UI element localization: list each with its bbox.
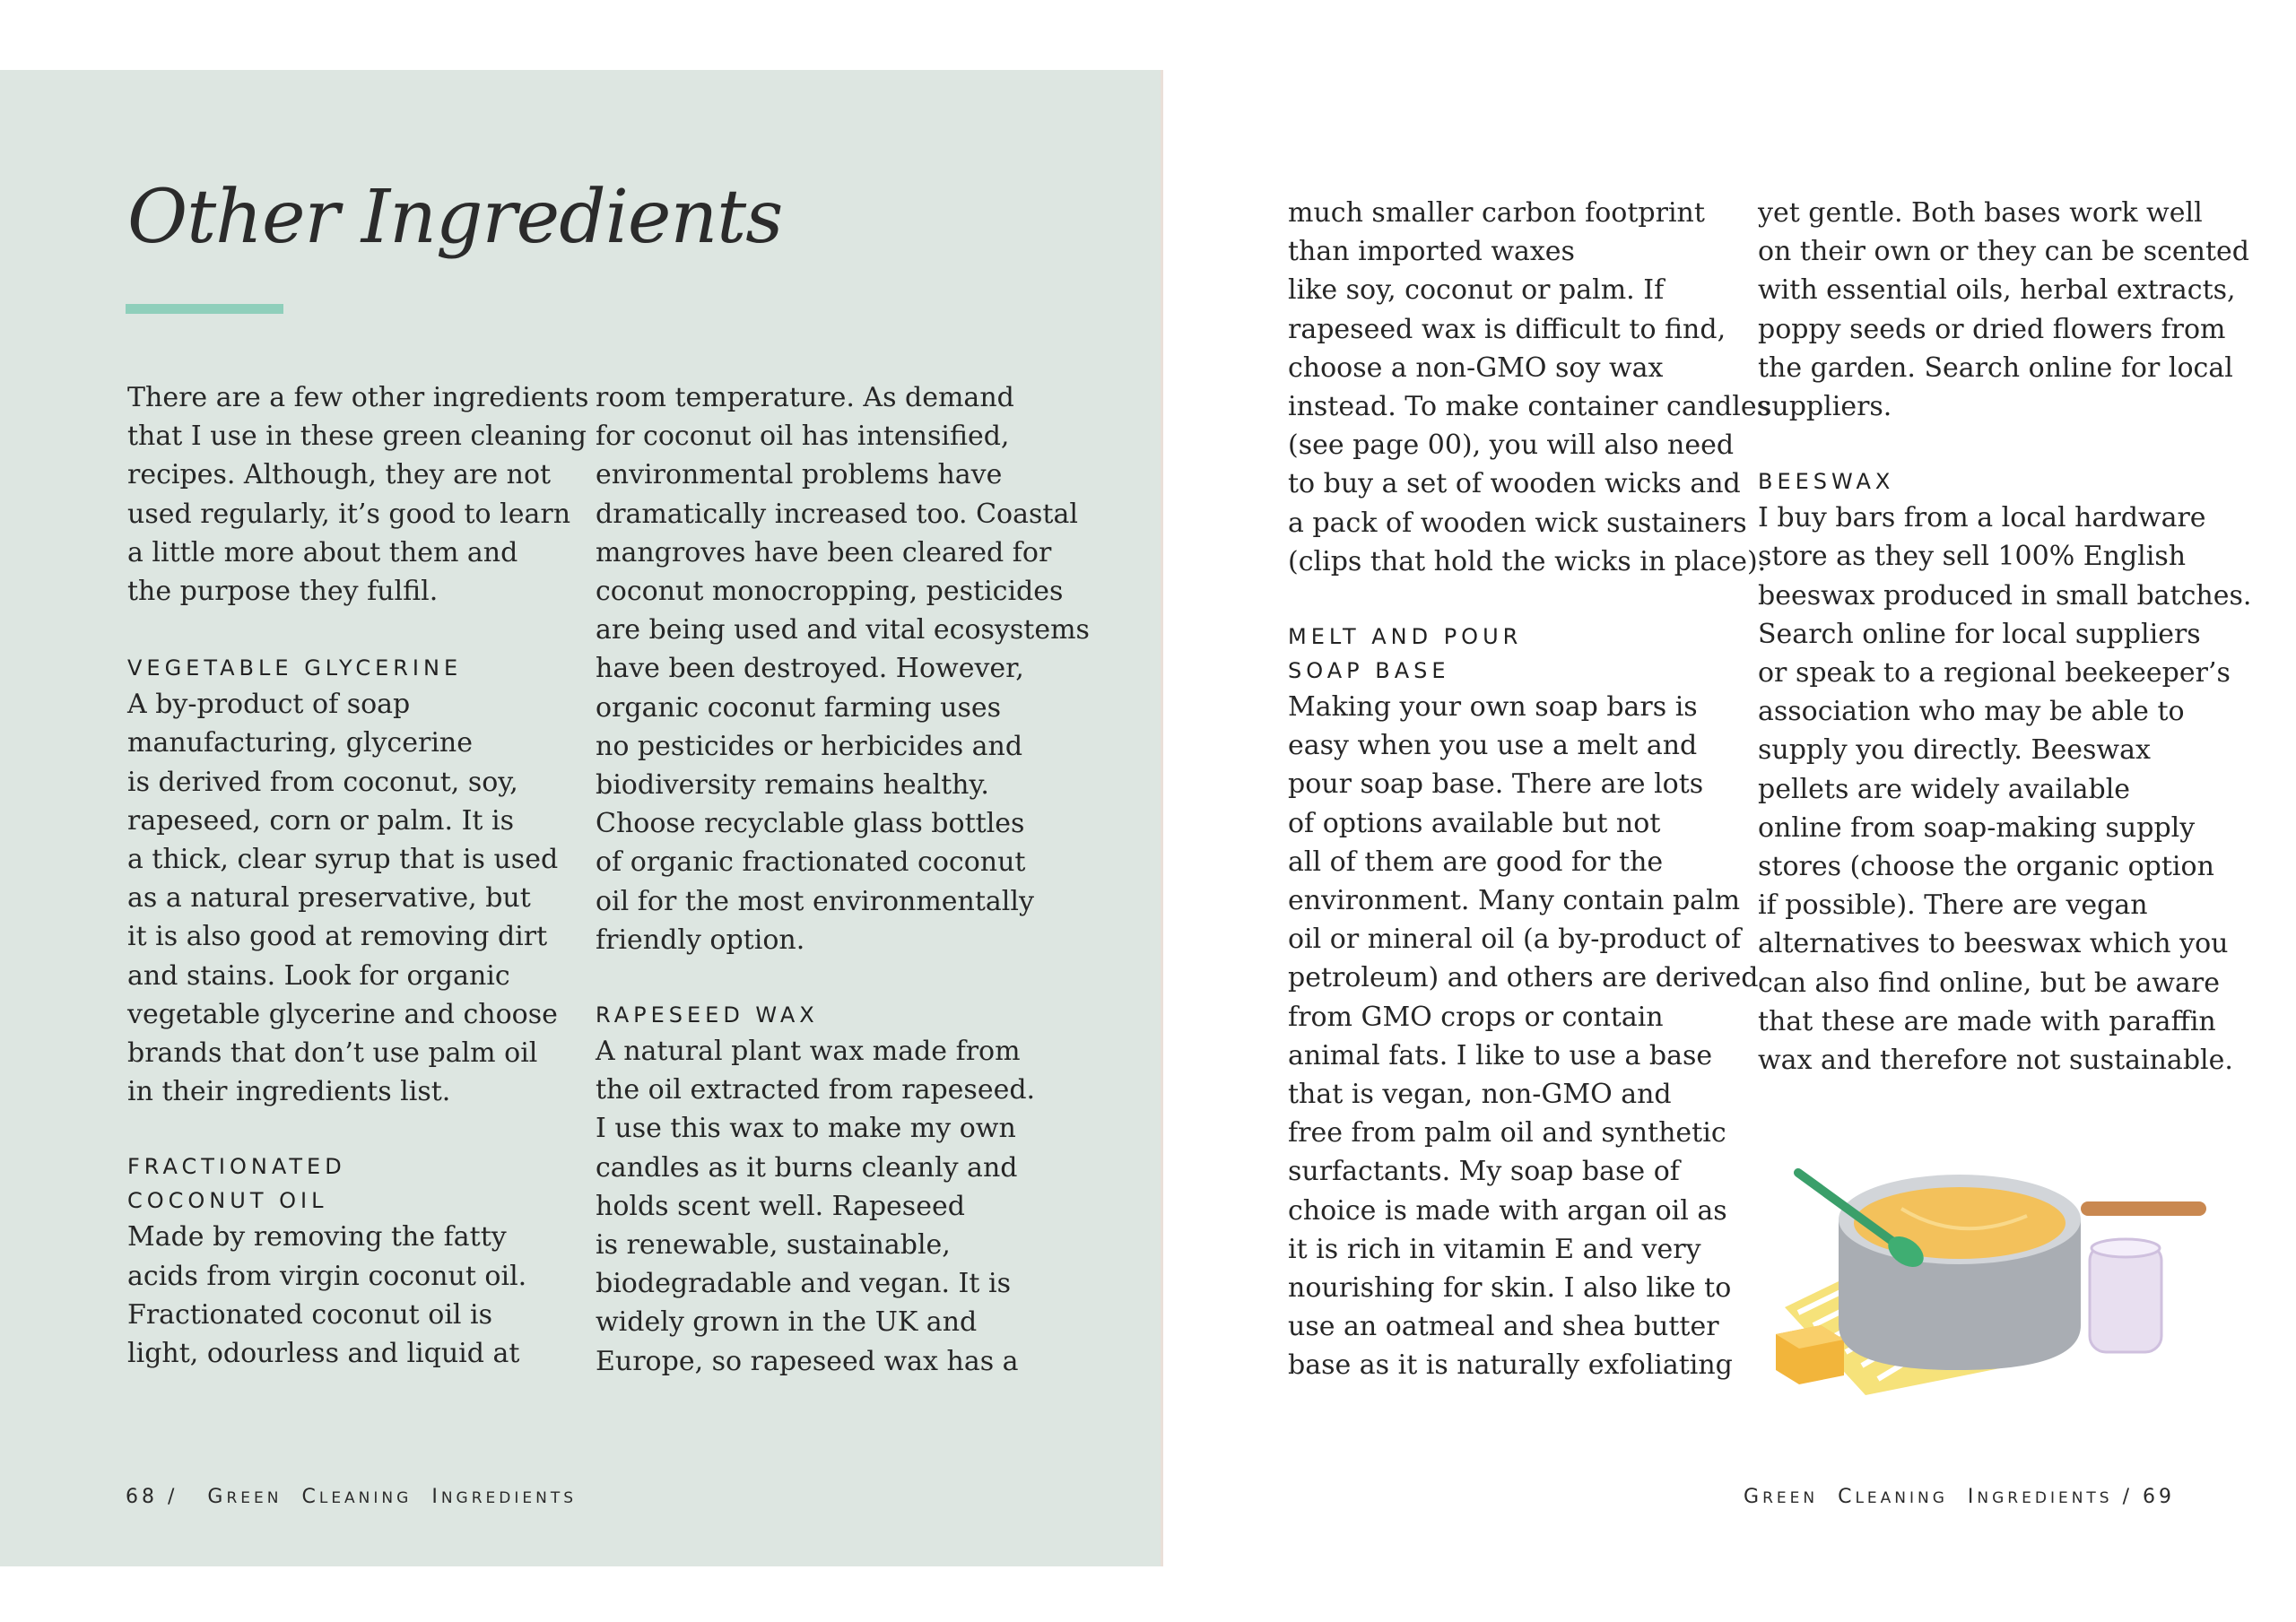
text-line: no pesticides or herbicides and <box>596 730 1023 762</box>
text-line: is renewable, sustainable, <box>596 1229 951 1262</box>
text-line: store as they sell 100% English <box>1758 541 2187 573</box>
text-line: choose a non-GMO soy wax <box>1288 351 1664 384</box>
text-line: petroleum) and others are derived <box>1288 962 1759 994</box>
text-line: Made by removing the fatty <box>127 1221 507 1253</box>
column-3 <box>1288 194 1770 1385</box>
text-line: are being used and vital ecosystems <box>596 614 1090 646</box>
soap-paragraph-continued <box>1758 194 2249 426</box>
text-line: (see page 00), you will also need <box>1288 429 1735 462</box>
beeswax-heading: BEESWAX <box>1758 469 1895 495</box>
text-line: Europe, so rapeseed wax has a <box>596 1345 1019 1377</box>
coconut-paragraph <box>127 1218 594 1373</box>
text-line: online from soap-making supply <box>1758 811 2196 844</box>
text-line: the oil extracted from rapeseed. <box>596 1074 1036 1106</box>
book-spine <box>1161 70 1163 1566</box>
text-line: association who may be able to <box>1758 696 2185 728</box>
text-line: have been destroyed. However, <box>596 653 1024 685</box>
text-line: a thick, clear syrup that is used <box>127 844 559 876</box>
text-line: recipes. Although, they are not <box>127 459 552 491</box>
text-line: brands that don’t use palm oil <box>127 1037 538 1070</box>
rapeseed-heading: RAPESEED WAX <box>596 1002 819 1028</box>
text-line: candles as it burns cleanly and <box>596 1151 1018 1184</box>
text-line: A by-product of soap <box>127 689 411 721</box>
text-line: pour soap base. There are lots <box>1288 768 1704 801</box>
text-line: nourishing for skin. I also like to <box>1288 1272 1732 1305</box>
text-line: animal fats. I like to use a base <box>1288 1039 1713 1071</box>
text-line: used regularly, it’s good to learn <box>127 498 571 530</box>
text-line: or speak to a regional beekeeper’s <box>1758 657 2231 690</box>
text-line: the garden. Search online for local <box>1758 351 2233 384</box>
page-title: Other Ingredients <box>127 175 783 260</box>
text-line: environment. Many contain palm <box>1288 885 1741 917</box>
glycerine-heading: VEGETABLE GLYCERINE <box>127 655 463 681</box>
text-line: Choose recyclable glass bottles <box>596 808 1025 840</box>
text-line: I use this wax to make my own <box>596 1113 1016 1145</box>
text-line: to buy a set of wooden wicks and <box>1288 468 1741 500</box>
text-line: pellets are widely available <box>1758 773 2131 805</box>
text-line: base as it is naturally exfoliating <box>1288 1349 1733 1382</box>
text-line: use an oatmeal and shea butter <box>1288 1311 1719 1343</box>
text-line: mangroves have been cleared for <box>596 536 1052 568</box>
beeswax-paragraph <box>1758 499 2252 1080</box>
text-line: surfactants. My soap base of <box>1288 1156 1680 1188</box>
text-line: alternatives to beeswax which you <box>1758 928 2229 960</box>
text-line: coconut monocropping, pesticides <box>596 576 1064 608</box>
text-line: holds scent well. Rapeseed <box>596 1190 965 1222</box>
text-line: easy when you use a melt and <box>1288 730 1698 762</box>
column-2 <box>596 378 1090 1381</box>
text-line: from GMO crops or contain <box>1288 1001 1664 1033</box>
text-line: that is vegan, non-GMO and <box>1288 1079 1672 1111</box>
text-line: poppy seeds or dried flowers from <box>1758 313 2226 345</box>
left-page-footer: 68 / GREEN CLEANING INGREDIENTS <box>126 1486 577 1508</box>
text-line: room temperature. As demand <box>596 382 1014 413</box>
soap-block-icon <box>1776 1325 1844 1384</box>
text-line: vegetable glycerine and choose <box>127 998 558 1030</box>
text-line: the purpose they fulfil. <box>127 576 439 608</box>
soap-paragraph <box>1288 688 1759 1385</box>
right-page-footer: GREEN CLEANING INGREDIENTS / 69 <box>1744 1486 2176 1508</box>
text-line: There are a few other ingredients <box>127 382 589 413</box>
text-line: yet gentle. Both bases work well <box>1758 197 2203 229</box>
text-line: of organic fractionated coconut <box>596 846 1026 879</box>
soap-heading-line-2: SOAP BASE <box>1288 658 1450 684</box>
text-line: rapeseed, corn or palm. It is <box>127 804 515 837</box>
text-line: choice is made with argan oil as <box>1288 1194 1727 1227</box>
text-line: that I use in these green cleaning <box>127 421 587 453</box>
text-line: I buy bars from a local hardware <box>1758 502 2206 534</box>
column-4 <box>1758 194 2252 1080</box>
text-line: dramatically increased too. Coastal <box>596 498 1078 530</box>
glass-jar-icon <box>2090 1239 2161 1352</box>
text-line: on their own or they can be scented <box>1758 236 2249 268</box>
intro-paragraph <box>127 378 594 611</box>
text-line: wax and therefore not sustainable. <box>1758 1045 2233 1077</box>
rapeseed-paragraph-continued <box>1288 194 1770 581</box>
text-line: it is also good at removing dirt <box>127 921 548 953</box>
text-line: Making your own soap bars is <box>1288 691 1698 724</box>
text-line: for coconut oil has intensified, <box>596 421 1010 453</box>
text-line: light, odourless and liquid at <box>127 1338 520 1370</box>
text-line: instead. To make container candles <box>1288 391 1770 423</box>
saucepan-with-melted-soap-base-icon <box>1758 1155 2233 1397</box>
glycerine-paragraph <box>127 685 594 1111</box>
page-number-68: 68 / <box>126 1486 178 1508</box>
text-line: supply you directly. Beeswax <box>1758 734 2151 767</box>
text-line: biodiversity remains healthy. <box>596 769 989 802</box>
text-line: can also find online, but be aware <box>1758 967 2220 999</box>
text-line: suppliers. <box>1758 391 1892 423</box>
soap-heading-line-1: MELT AND POUR <box>1288 624 1523 650</box>
text-line: oil or mineral oil (a by-product of <box>1288 924 1742 956</box>
text-line: Search online for local suppliers <box>1758 618 2201 650</box>
text-line: stores (choose the organic option <box>1758 851 2214 883</box>
text-line: environmental problems have <box>596 459 1003 491</box>
text-line: rapeseed wax is difficult to find, <box>1288 313 1726 345</box>
coconut-heading-line-1: FRACTIONATED <box>127 1154 346 1180</box>
text-line: oil for the most environmentally <box>596 885 1034 917</box>
text-line: if possible). There are vegan <box>1758 889 2148 922</box>
text-line: manufacturing, glycerine <box>127 727 473 759</box>
text-line: A natural plant wax made from <box>596 1036 1021 1068</box>
page-number-69: / 69 <box>2122 1486 2176 1508</box>
text-line: (clips that hold the wicks in place). <box>1288 545 1767 577</box>
text-line: is derived from coconut, soy, <box>127 766 518 798</box>
text-line: a pack of wooden wick sustainers <box>1288 507 1747 539</box>
text-line: all of them are good for the <box>1288 846 1664 878</box>
text-line: of options available but not <box>1288 807 1661 839</box>
text-line: with essential oils, herbal extracts, <box>1758 274 2236 307</box>
title-accent-rule <box>126 304 283 314</box>
text-line: it is rich in vitamin E and very <box>1288 1233 1701 1265</box>
text-line: a little more about them and <box>127 536 518 568</box>
text-line: than imported waxes <box>1288 236 1575 268</box>
coconut-paragraph-continued <box>596 378 1090 959</box>
text-line: in their ingredients list. <box>127 1076 451 1108</box>
text-line: Fractionated coconut oil is <box>127 1298 493 1331</box>
text-line: acids from virgin coconut oil. <box>127 1260 527 1292</box>
text-line: widely grown in the UK and <box>596 1306 978 1339</box>
text-line: that these are made with paraffin <box>1758 1005 2216 1037</box>
coconut-heading-line-2: COCONUT OIL <box>127 1188 328 1214</box>
text-line: beeswax produced in small batches. <box>1758 579 2252 612</box>
text-line: friendly option. <box>596 924 805 956</box>
column-1 <box>127 378 594 1373</box>
rapeseed-paragraph <box>596 1032 1062 1381</box>
text-line: and stains. Look for organic <box>127 959 510 992</box>
text-line: as a natural preservative, but <box>127 882 531 915</box>
text-line: biodegradable and vegan. It is <box>596 1268 1011 1300</box>
text-line: organic coconut farming uses <box>596 691 1002 724</box>
text-line: like soy, coconut or palm. If <box>1288 274 1665 307</box>
text-line: free from palm oil and synthetic <box>1288 1117 1726 1149</box>
text-line: much smaller carbon footprint <box>1288 197 1705 229</box>
